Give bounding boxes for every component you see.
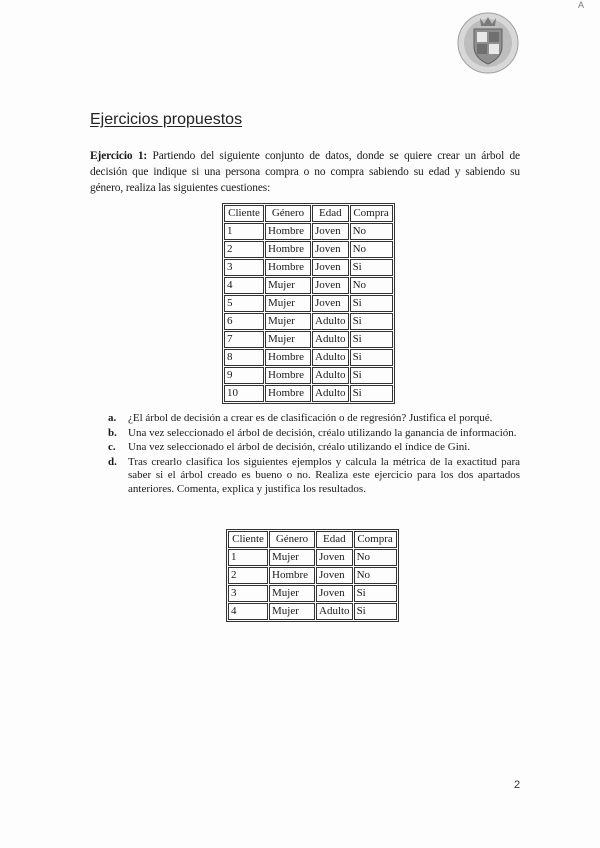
table-row [224, 385, 393, 402]
table-cell: No [350, 241, 393, 258]
table-cell: 5 [224, 295, 264, 312]
question-text: Tras crearlo clasifica los siguientes ejemplos y calcula la métrica de la exactitud para saber si el árbol creado es bueno o no. Realiza este ejercicio para los dos apartados anteriores. Comenta, explica y justifica los resultados. [128, 455, 520, 495]
table-cell: Joven [312, 259, 349, 276]
table-cell: 9 [224, 367, 264, 384]
table-cell: Si [350, 313, 393, 330]
question-list [108, 412, 520, 497]
page-title: Ejercicios propuestos [90, 111, 243, 128]
table-cell: Hombre [265, 223, 311, 240]
table-cell: Si [350, 367, 393, 384]
table-cell: Hombre [265, 349, 311, 366]
list-item [108, 412, 520, 426]
exercise-statement [90, 148, 520, 196]
table-cell: Si [354, 585, 397, 602]
corner-mark: A [578, 0, 585, 10]
table-cell: Mujer [265, 331, 311, 348]
header-cell: Compra [350, 205, 393, 222]
table-cell: 4 [228, 603, 268, 620]
table-cell: 2 [228, 567, 268, 584]
page-number: 2 [514, 779, 521, 791]
header-cell: Edad [316, 531, 353, 548]
question-letter: b. [108, 426, 117, 439]
table-cell: No [350, 223, 393, 240]
header-cell: Cliente [224, 205, 264, 222]
table-cell: Mujer [265, 295, 311, 312]
table-row [228, 549, 397, 566]
table-row [224, 331, 393, 348]
table-row [224, 349, 393, 366]
table-cell: Mujer [269, 549, 315, 566]
table-row [224, 295, 393, 312]
table-cell: Mujer [265, 313, 311, 330]
exercise-text: Partiendo del siguiente conjunto de datos, donde se quiere crear un árbol de decisión que indique si una persona compra o no compra sabiendo su edad y sabiendo su género, realiza las siguientes cuestiones: [90, 150, 521, 194]
table-cell: Si [350, 295, 393, 312]
table-row [224, 223, 393, 240]
university-seal-icon [457, 12, 519, 74]
table-cell: Hombre [265, 259, 311, 276]
table-cell: Adulto [312, 385, 349, 402]
header-cell: Edad [312, 205, 349, 222]
table-cell: 3 [228, 585, 268, 602]
table-cell: Adulto [312, 331, 349, 348]
table-cell: Joven [312, 223, 349, 240]
table-cell: Joven [316, 585, 353, 602]
table-row [228, 567, 397, 584]
table-cell: Joven [316, 549, 353, 566]
table-cell: Adulto [312, 349, 349, 366]
header-cell: Género [265, 205, 311, 222]
table-cell: 7 [224, 331, 264, 348]
table-cell: Hombre [265, 367, 311, 384]
table-cell: 6 [224, 313, 264, 330]
table-cell: 1 [228, 549, 268, 566]
question-text: Una vez seleccionado el árbol de decisión, créalo utilizando el índice de Gini. [128, 441, 471, 453]
exercise-label: Ejercicio 1: [90, 150, 148, 162]
training-data-table [222, 203, 395, 404]
table-row [224, 259, 393, 276]
table-row [228, 585, 397, 602]
table-row [224, 313, 393, 330]
test-examples-table [226, 529, 399, 622]
question-letter: d. [108, 455, 117, 468]
table-cell: Joven [312, 295, 349, 312]
table-cell: No [354, 567, 397, 584]
list-item [108, 456, 520, 497]
table-cell: Adulto [316, 603, 353, 620]
question-text: Una vez seleccionado el árbol de decisión, créalo utilizando la ganancia de información. [128, 426, 517, 439]
table-header-row [224, 205, 393, 222]
header-cell: Cliente [228, 531, 268, 548]
header-cell: Género [269, 531, 315, 548]
table-cell: Hombre [265, 385, 311, 402]
table-cell: Si [350, 259, 393, 276]
table-cell: Hombre [269, 567, 315, 584]
table-cell: Mujer [265, 277, 311, 294]
table-cell: No [354, 549, 397, 566]
table-cell: Si [350, 385, 393, 402]
table-cell: Si [350, 349, 393, 366]
table-cell: Mujer [269, 585, 315, 602]
table-cell: Joven [312, 277, 349, 294]
table-cell: 8 [224, 349, 264, 366]
table-cell: 1 [224, 223, 264, 240]
table-row [224, 277, 393, 294]
table-cell: 10 [224, 385, 264, 402]
list-item [108, 441, 520, 455]
table-cell: Joven [312, 241, 349, 258]
table-row [228, 603, 397, 620]
table-header-row [228, 531, 397, 548]
table-cell: Si [350, 331, 393, 348]
question-text: ¿El árbol de decisión a crear es de clasificación o de regresión? Justifica el porqué. [128, 412, 493, 424]
table-row [224, 241, 393, 258]
table-cell: Adulto [312, 313, 349, 330]
table-cell: 3 [224, 259, 264, 276]
header-cell: Compra [354, 531, 397, 548]
table-cell: No [350, 277, 393, 294]
question-letter: c. [108, 441, 116, 453]
table-cell: Si [354, 603, 397, 620]
table-cell: 2 [224, 241, 264, 258]
question-letter: a. [108, 412, 117, 424]
list-item [108, 427, 520, 441]
table-cell: Adulto [312, 367, 349, 384]
table-cell: 4 [224, 277, 264, 294]
table-cell: Hombre [265, 241, 311, 258]
table-cell: Joven [316, 567, 353, 584]
table-cell: Mujer [269, 603, 315, 620]
table-row [224, 367, 393, 384]
